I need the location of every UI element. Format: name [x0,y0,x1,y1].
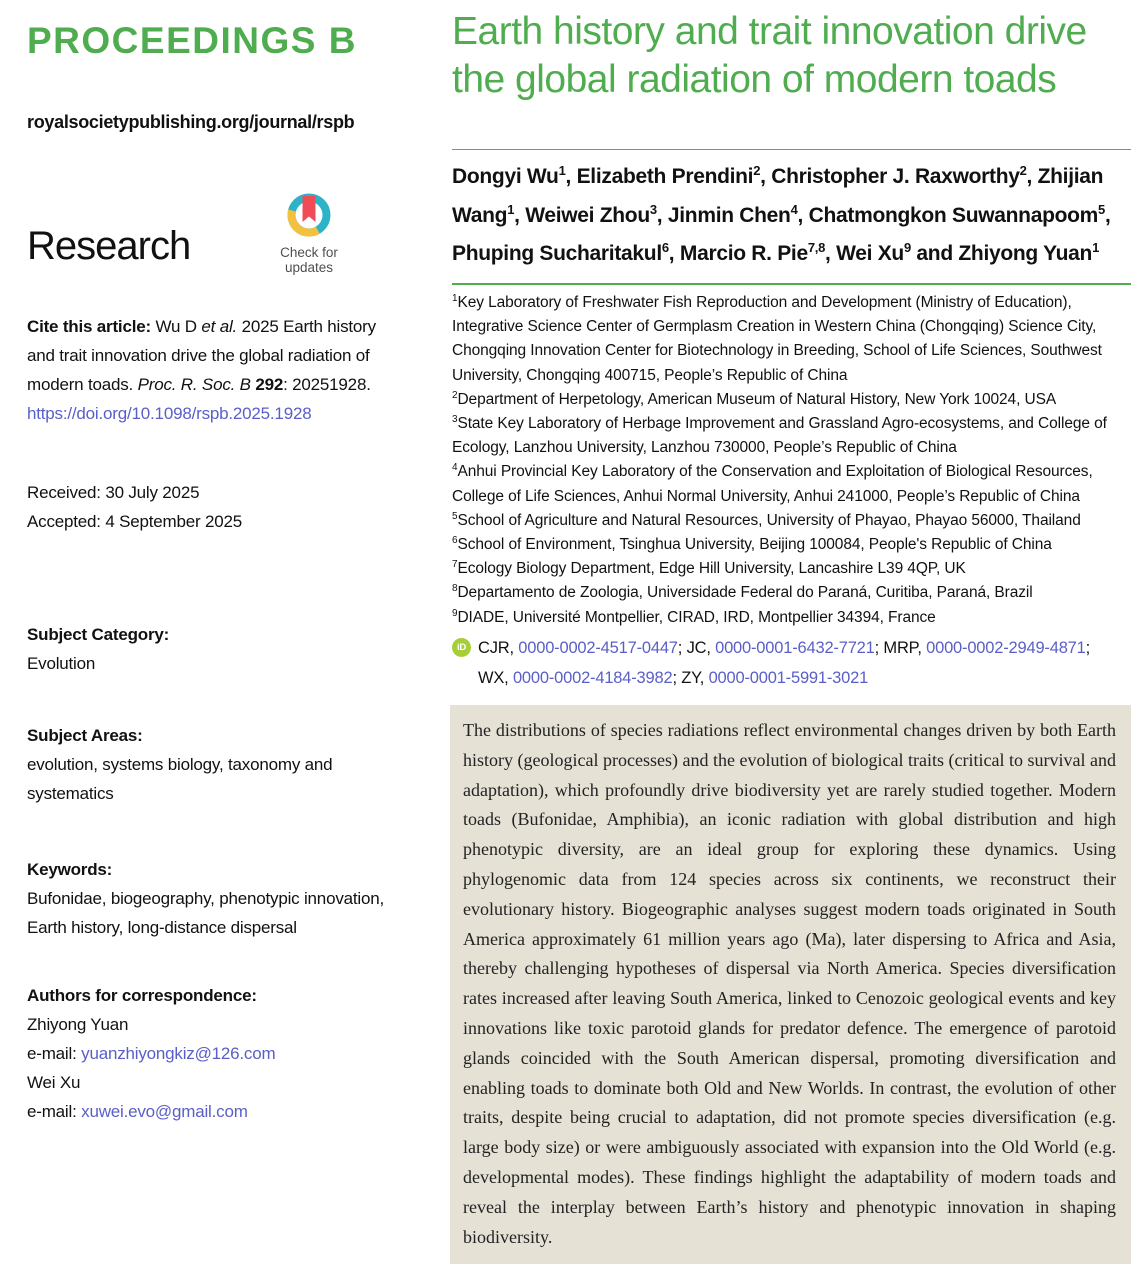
keywords-value: Bufonidae, biogeography, phenotypic innovation, Earth history, long-distance dispersal [27,889,385,937]
orcid-entries: CJR, 0000-0002-4517-0447; JC, 0000-0001-6432-7721; MRP, 0000-0002-2949-4871; WX, 0000-0002-4184-3982; ZY, 0000-0001-5991-3021 [478,639,1091,687]
abstract-text: The distributions of species radiations reflect environmental changes driven by both Earth history (geological processes) and the evolution of biological traits (critical to survival and adaptation), which profoundly drive biodiversity yet are rarely studied together. Modern toads (Bufonidae, Amphibia), an iconic radiation with global distribution and high phenotypic diversity, are an ideal group for exploring these dynamics. Using phylogenomic data from 124 species across six continents, we reconstruct their evolutionary history. Biogeographic analyses suggest modern toads originated in South America approximately 61 million years ago (Ma), later dispersing to Africa and Asia, thereby challenging hypotheses of dispersal via North America. Species diversification rates increased after leaving South America, linked to Cenozoic geological events and key innovations like toxic parotoid glands for predator defence. The emergence of parotoid glands coincided with the South American dispersal, promoting diversification and enabling toads to dominate both Old and New Worlds. In contrast, the evolution of other traits, despite being crucial to adaptation, did not promote species diversification (e.g. large body size) or were ambiguously associated with expansion into the Old World (e.g. developmental modes). These findings highlight the adaptability of modern toads and reveal the interplay between Earth’s history and phenotypic innovation in shaping biodiversity. [463,720,1116,1247]
orcid-icon: iD [452,638,471,657]
subject-areas-block [27,721,399,808]
article-title: Earth history and trait innovation drive the global radiation of modern toads [452,10,1087,101]
abstract-box [450,705,1131,1264]
email-link[interactable]: xuwei.evo@gmail.com [81,1102,248,1121]
section-label: Research [27,224,191,268]
correspondence-label: Authors for correspondence: [27,986,257,1005]
keywords-label: Keywords: [27,860,113,879]
citation-text2: 2025 Earth history and trait innovation drive the global radiation of modern toads. [27,317,376,394]
affiliation: $^8$Departamento de Zoologia, Universidade Federal do Paraná, Curitiba, Paraná, Brazil [452,583,1033,602]
affiliation: $^1$Key Laboratory of Freshwater Fish Reproduction and Development (Ministry of Education), Integrative Science Center of Germplasm Creation in Western China (Chongqing) Science City, Chongqing Innovation Center for Biotechnology in Breeding, School of Life Sciences, Southwest University, Chongqing 400715, People’s Republic of China [452,292,1102,384]
received-date: Received: 30 July 2025 [27,483,200,502]
check-updates-caption-line1: Check for [280,245,338,260]
dates-block [27,478,399,536]
affiliation: $^4$Anhui Provincial Key Laboratory of the Conservation and Exploitation of Biological Resources, College of Life Sciences, Anhui Normal University, Anhui 241000, People’s Republic of China [452,462,1093,505]
subject-areas-value: evolution, systems biology, taxonomy and systematics [27,755,333,803]
orcid-block [452,633,1112,693]
subject-category-block [27,620,399,678]
title-divider [452,149,1131,150]
citation-text: Wu D [155,317,202,336]
check-for-updates-button[interactable] [265,192,353,275]
citation [27,312,399,428]
journal-url: royalsocietypublishing.org/journal/rspb [27,112,355,132]
affiliation: $^3$State Key Laboratory of Herbage Improvement and Grassland Agro-ecosystems, and College of Ecology, Lanzhou University, Lanzhou 730000, People’s Republic of China [452,413,1107,457]
citation-label: Cite this article: [27,317,151,336]
authors-divider [452,283,1131,285]
correspondence-list [27,1010,399,1126]
orcid-id-link[interactable]: 0000-0002-2949-4871 [926,639,1086,657]
correspondence-name: Wei Xu [27,1073,81,1092]
subject-category-label: Subject Category: [27,625,170,644]
citation-pages: : 20251928. [283,375,371,394]
doi-link[interactable]: https://doi.org/10.1098/rspb.2025.1928 [27,404,312,423]
accepted-date: Accepted: 4 September 2025 [27,512,243,531]
orcid-id-link[interactable]: 0000-0002-4184-3982 [512,669,673,687]
affiliation: $^7$Ecology Biology Department, Edge Hill University, Lancashire L39 4QP, UK [452,559,966,578]
orcid-id-link[interactable]: 0000-0002-4517-0447 [518,639,678,657]
subject-areas-label: Subject Areas: [27,726,143,745]
check-updates-caption-line2: updates [284,260,334,275]
citation-journal: Proc. R. Soc. B [137,375,256,394]
affiliation: $^6$School of Environment, Tsinghua University, Beijing 100084, People's Republic of China [452,534,1052,554]
correspondence-block [27,981,399,1126]
subject-category-value: Evolution [27,654,96,673]
email-link[interactable]: yuanzhiyongkiz@126.com [81,1044,276,1063]
correspondence-email-line: e-mail: yuanzhiyongkiz@126.com [27,1044,276,1063]
correspondence-name: Zhiyong Yuan [27,1015,129,1034]
crossmark-icon [286,225,332,242]
author-list: Dongyi Wu$^1$, Elizabeth Prendini$^2$, Christopher J. Raxworthy$^2$, Zhijian Wang$^1$, Weiwei Zhou$^3$, Jinmin Chen$^4$, Chatmongkon Suwannapoom$^5$, Phuping Sucharitakul$^6$, Marcio R. Pie$^{7,8}$, Wei Xu$^9$ and Zhiyong Yuan$^1$ [452,163,1111,265]
orcid-id-link[interactable]: 0000-0001-5991-3021 [708,669,869,687]
sidebar [27,0,422,1285]
correspondence-email-line: e-mail: xuwei.evo@gmail.com [27,1102,248,1121]
journal-logo: PROCEEDINGS B [27,20,357,61]
orcid-id-link[interactable]: 0000-0001-6432-7721 [715,639,875,657]
affiliation: $^5$School of Agriculture and Natural Resources, University of Phayao, Phayao 56000, Thailand [452,510,1081,529]
affiliation-list [452,291,1131,630]
affiliation: $^2$Department of Herpetology, American Museum of Natural History, New York 10024, USA [452,389,1057,408]
citation-etal: et al. [201,317,238,336]
keywords-block [27,855,399,942]
citation-volume: 292 [255,375,284,394]
affiliation: $^9$DIADE, Université Montpellier, CIRAD, IRD, Montpellier 34394, France [452,607,936,626]
